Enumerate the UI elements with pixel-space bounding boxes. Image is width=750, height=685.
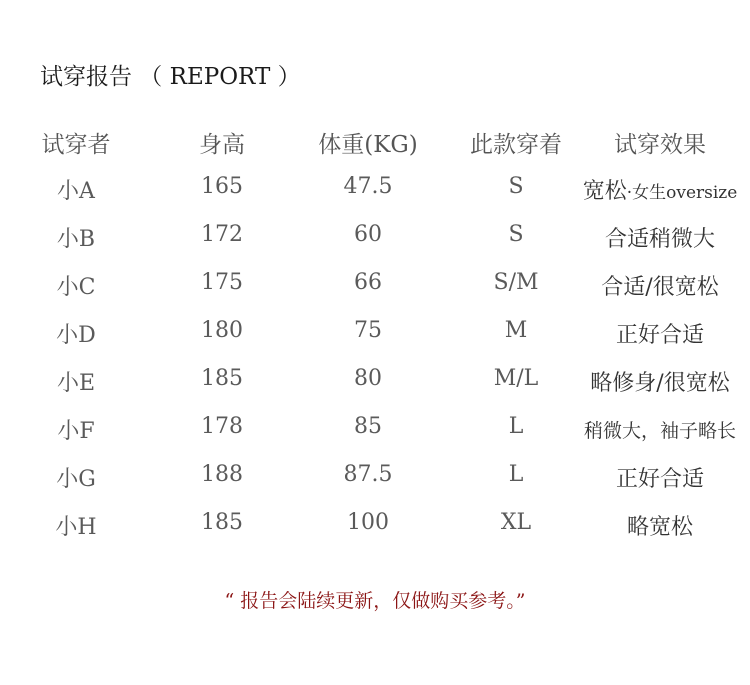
row-3-weight: 66 (354, 270, 382, 295)
row-4-size: M (504, 318, 528, 343)
row-3-name: 小C (56, 275, 96, 300)
row-4-height: 180 (201, 318, 243, 343)
row-6-effect: 稍微大，袖子略长 (583, 420, 737, 442)
row-8-weight: 100 (347, 510, 389, 535)
footer-note: “ 报告会陆续更新，仅做购买参考。” (224, 590, 526, 612)
row-8-height: 185 (201, 510, 243, 535)
row-7-name: 小G (56, 467, 96, 492)
header-height: 身高 (199, 132, 245, 158)
row-7-weight: 87.5 (343, 462, 393, 487)
row-4-weight: 75 (354, 318, 382, 343)
row-8-size: XL (500, 510, 532, 535)
header-weight: 体重(KG) (318, 132, 418, 158)
row-4-effect: 正好合适 (615, 323, 705, 348)
row-5-size: M/L (493, 366, 539, 391)
header-tester: 试穿者 (41, 132, 111, 158)
row-1-weight: 47.5 (343, 174, 393, 199)
row-2-weight: 60 (354, 222, 382, 247)
row-3-height: 175 (201, 270, 243, 295)
row-1-effect-main: 宽松 (582, 179, 627, 204)
row-2-effect: 合适稍微大 (604, 227, 716, 252)
row-7-height: 188 (201, 462, 243, 487)
row-5-effect: 略修身/很宽松 (590, 371, 730, 396)
row-2-size: S (508, 222, 524, 247)
row-1-effect (583, 174, 738, 205)
row-7-size: L (508, 462, 524, 487)
row-5-name: 小E (56, 371, 96, 396)
row-3-size: S/M (493, 270, 539, 295)
row-5-height: 185 (201, 366, 243, 391)
row-2-name: 小B (56, 227, 96, 252)
row-1-name: 小A (57, 179, 95, 204)
row-8-effect: 略宽松 (626, 515, 694, 540)
row-2-height: 172 (201, 222, 243, 247)
row-7-effect: 正好合适 (615, 467, 705, 492)
row-5-weight: 80 (354, 366, 382, 391)
row-4-name: 小D (56, 323, 96, 348)
row-6-name: 小F (57, 419, 95, 444)
row-8-name: 小H (55, 515, 97, 540)
row-6-size: L (508, 414, 524, 439)
row-3-effect: 合适/很宽松 (601, 275, 719, 300)
report-title: 试穿报告 （ REPORT ） (40, 64, 301, 90)
row-6-weight: 85 (354, 414, 382, 439)
row-1-size: S (508, 174, 524, 199)
row-1-height: 165 (201, 174, 243, 199)
row-1-effect-note: ·女生oversize (626, 183, 738, 203)
header-fit-effect: 试穿效果 (614, 132, 706, 158)
header-size-worn: 此款穿着 (470, 132, 562, 158)
row-6-height: 178 (201, 414, 243, 439)
